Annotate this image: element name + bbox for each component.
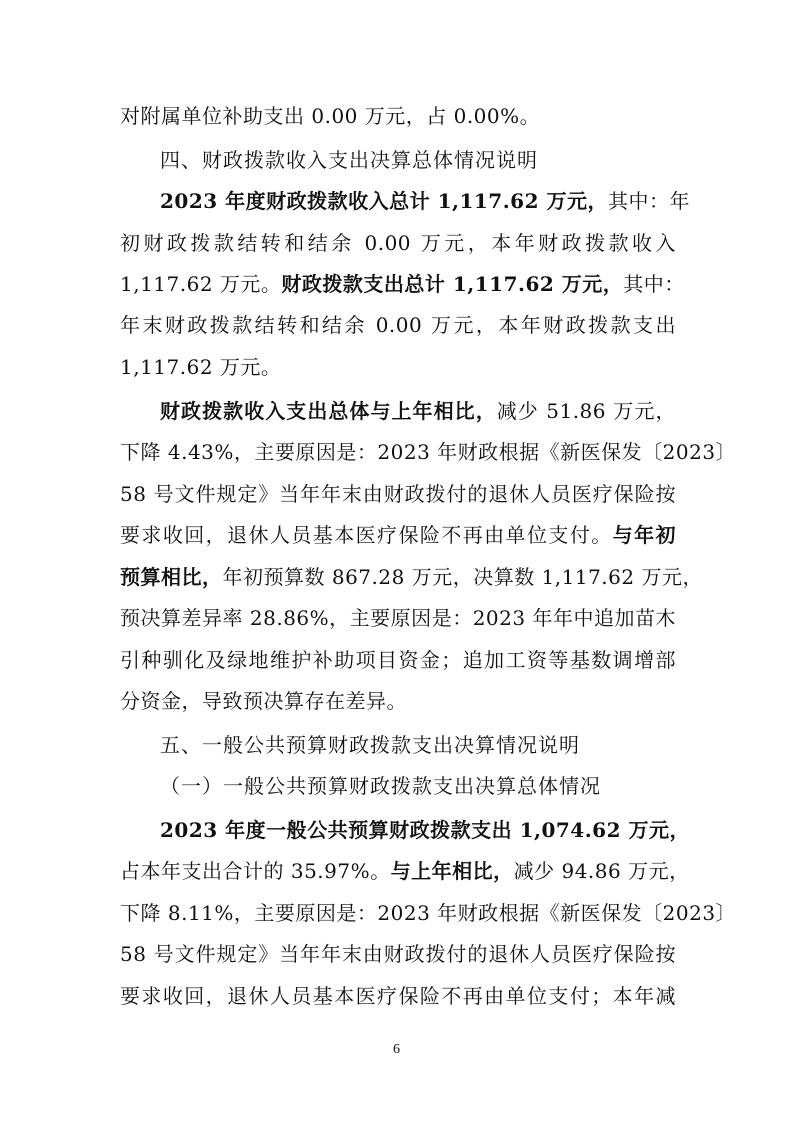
text-segment: 1,117.62 万元。 [120,272,282,296]
text-segment: 其中：年 [607,189,690,213]
text-line: 58 号文件规定》当年年末由财政拨付的退休人员医疗保险按 [120,482,676,506]
text-line: 1,117.62 万元。 [120,355,282,379]
page-number: 6 [393,1042,400,1057]
text-line: 初财政拨款结转和结余 0.00 万元，本年财政拨款收入 [120,231,676,255]
text-line: 引种驯化及绿地维护补助项目资金；追加工资等基数调增部 [120,648,676,672]
text-segment: 减少 51.86 万元， [496,399,676,423]
text-line: 预决算差异率 28.86%，主要原因是：2023 年年中追加苗木 [120,606,676,630]
text-line: 58 号文件规定》当年年末由财政拨付的退休人员医疗保险按 [120,942,676,966]
text-line: 下降 8.11%，主要原因是：2023 年财政根据《新医保发〔2023〕 [120,901,737,925]
emphasis-text: 与年初 [612,523,677,547]
text-line: 下降 4.43%，主要原因是：2023 年财政根据《新医保发〔2023〕 [120,440,737,464]
text-segment: 要求收回，退休人员基本医疗保险不再由单位支付。 [120,523,613,547]
text-line [120,859,690,883]
text-segment: 减少 94.86 万元， [513,859,690,883]
subsection-heading-1: （一）一般公共预算财政拨款支出决算总体情况 [160,774,601,798]
text-line [160,399,676,423]
emphasis-text: 财政拨款支出总计 1,117.62 万元， [281,272,624,296]
text-line: 分资金，导致预决算存在差异。 [120,689,407,713]
text-segment: 年初预算数 867.28 万元，决算数 1,117.62 万元， [222,565,703,589]
text-line [120,523,676,547]
emphasis-text: 2023 年度财政拨款收入总计 1,117.62 万元， [160,189,608,213]
text-segment: 其中： [623,272,685,296]
emphasis-text: 财政拨款收入支出总体与上年相比， [160,399,497,423]
text-line: 要求收回，退休人员基本医疗保险不再由单位支付；本年减 [120,984,676,1008]
text-line: 年末财政拨款结转和结余 0.00 万元，本年财政拨款支出 [120,313,676,337]
text-line: 对附属单位补助支出 0.00 万元，占 0.00%。 [120,104,541,128]
section-heading-5: 五、一般公共预算财政拨款支出决算情况说明 [160,733,580,757]
text-segment: 占本年支出合计的 35.97%。 [120,859,391,883]
text-line [160,189,690,213]
text-line-emphasis: 2023 年度一般公共预算财政拨款支出 1,074.62 万元， [160,818,690,842]
emphasis-text: 与上年相比， [390,859,514,883]
section-heading-4: 四、财政拨款收入支出决算总体情况说明 [160,148,538,172]
text-line [120,565,703,589]
emphasis-text: 预算相比， [120,565,223,589]
text-line [120,272,685,296]
